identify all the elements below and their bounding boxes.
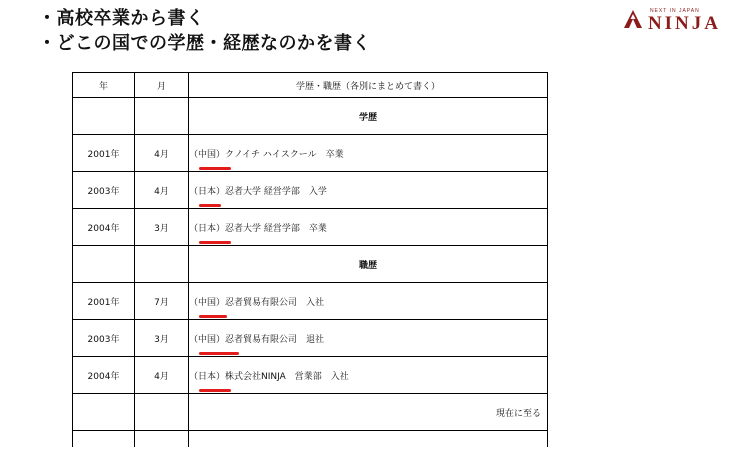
table-header-row — [73, 73, 548, 98]
instruction-list — [38, 6, 371, 56]
table-row — [73, 172, 548, 209]
row-year: 2004年 — [73, 357, 135, 394]
instruction-2: ・どこの国での学歴・経歴なのかを書く — [38, 33, 371, 54]
table-row — [73, 283, 548, 320]
row-year: 2001年 — [73, 283, 135, 320]
table-row — [73, 394, 548, 431]
row-year: 2004年 — [73, 209, 135, 246]
row-text: （中国）クノイチ ハイスクール 卒業 — [189, 149, 344, 160]
row-month: 3月 — [135, 209, 189, 246]
country-underline — [199, 315, 227, 318]
table-row — [73, 209, 548, 246]
table-row — [73, 357, 548, 394]
row-month: 3月 — [135, 320, 189, 357]
country-underline — [199, 352, 239, 355]
table-row — [73, 135, 548, 172]
country-underline — [199, 241, 231, 244]
row-text: （日本）株式会社NINJA 営業部 入社 — [189, 371, 349, 382]
ninja-mark-icon — [622, 8, 644, 30]
row-content — [189, 135, 548, 172]
country-underline — [199, 389, 231, 392]
row-month: 4月 — [135, 357, 189, 394]
row-text: （中国）忍者貿易有限公司 入社 — [189, 297, 325, 308]
row-month: 4月 — [135, 172, 189, 209]
row-content — [189, 172, 548, 209]
row-month: 7月 — [135, 283, 189, 320]
table-row — [73, 431, 548, 448]
row-year: 2003年 — [73, 172, 135, 209]
row-text: （日本）忍者大学 経営学部 入学 — [189, 186, 327, 197]
row-text: （中国）忍者貿易有限公司 退社 — [189, 334, 325, 345]
closing-note: 現在に至る — [189, 394, 548, 431]
header-year: 年 — [73, 73, 135, 98]
section-education-label: 学歴 — [189, 98, 548, 135]
instruction-1: ・高校卒業から書く — [38, 8, 205, 29]
country-underline — [199, 204, 221, 207]
ninja-logo — [622, 8, 721, 33]
row-content — [189, 320, 548, 357]
row-year: 2003年 — [73, 320, 135, 357]
resume-history-table — [72, 72, 548, 447]
row-content — [189, 283, 548, 320]
logo-wordmark: NINJA — [647, 13, 721, 34]
table-row — [73, 98, 548, 135]
section-work-label: 職歴 — [189, 246, 548, 283]
logo-tagline: NEXT IN JAPAN — [649, 8, 700, 14]
header-month: 月 — [135, 73, 189, 98]
row-content — [189, 209, 548, 246]
row-content — [189, 357, 548, 394]
row-year: 2001年 — [73, 135, 135, 172]
row-text: （日本）忍者大学 経営学部 卒業 — [189, 223, 327, 234]
country-underline — [199, 167, 231, 170]
row-month: 4月 — [135, 135, 189, 172]
table-row — [73, 246, 548, 283]
header-content: 学歴・職歴（各別にまとめて書く） — [189, 73, 548, 98]
table-row — [73, 320, 548, 357]
